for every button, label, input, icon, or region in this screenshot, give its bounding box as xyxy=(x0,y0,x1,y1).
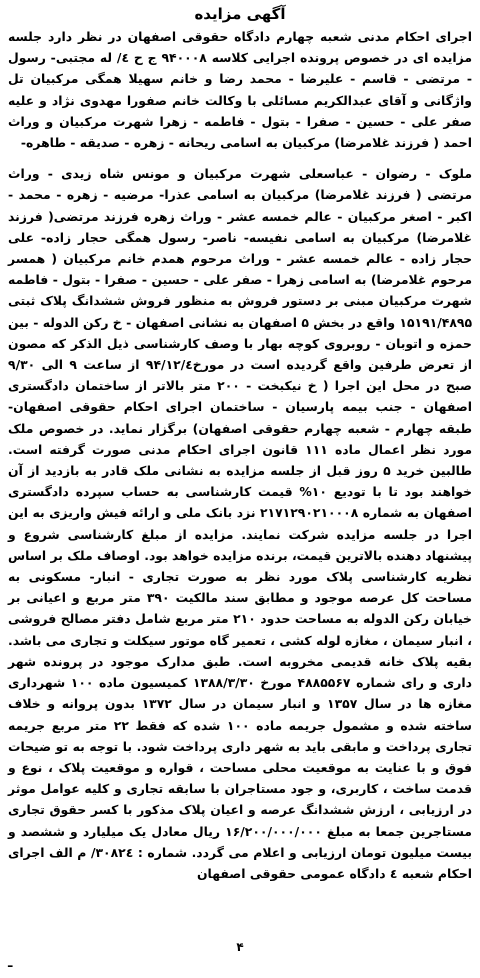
notice-title: آگهی مزایده xyxy=(194,5,286,23)
paragraph-gap xyxy=(8,153,472,163)
page-footer-mark: ۴ xyxy=(236,940,244,954)
notice-paragraph-1: اجرای احکام مدنی شعبه چهارم دادگاه حقوقی اصفهان در نظر دارد جلسه مزایده ای در خصوص پرونده اجرایی کلاسه ۹۴۰۰۰۸ ج ح ٤/ له مجتبی- رسول - مرتضی - قاسم - علیرضا - محمد رضا و خانم سهیلا همگی مرکبیان تل واژگانی و آقای عبدالکریم مسائلی با وکالت خانم صفورا مهدوی نژاد و علیه صفر علی - حسین - صفرا - بتول - فاطمه - زهرا شهرت مرکبیان و وراث احمد ( فرزند غلامرضا) مرکبیان به اسامی ریحانه - زهره - صدیقه - طاهره- xyxy=(8,29,472,151)
edge-dash-mark: ـ xyxy=(8,956,13,971)
notice-paragraph-2: ملوک - رضوان - عباسعلی شهرت مرکبیان و مونس شاه زیدی - وراث مرتضی ( فرزند غلامرضا) مرکبیان به اسامی عذرا- مرضیه - زهره - محمد - اکبر - اصغر مرکبیان - عالم خمسه عشر - وراث زهره فرزند مرتضی( فرزند غلامرضا) مرکبیان به اسامی نفیسه- ناصر- رسول همگی حجار زاده- علی حجار زاده - عالم خمسه عشر - وراث مرحوم همدم خانم مرکبیان ( همسر مرحوم غلامرضا) به اسامی زهرا - صفر علی - حسین - صفرا - بتول - فاطمه شهرت مرکبیان مبنی بر دستور فروش به منظور فروش ششدانگ پلاک ثبتی ۱۵۱۹۱/۴۸۹۵ واقع در بخش ۵ اصفهان به نشانی اصفهان - خ رکن الدوله - بین حمزه و اتوبان - روبروی کوچه بهار با وصف کارشناسی ذیل الذکر که مصون از تعرض طرفین واقع گردیده است در مورخ۹۴/۱۲/٤ از ساعت ۹ الی ۹/۳۰ صبح در محل این اجرا ( خ نیکبخت - ۲۰۰ متر بالاتر از ساختمان دادگستری اصفهان - جنب بیمه پارسیان - ساختمان اجرای احکام حقوقی اصفهان- طبقه چهارم - شعبه چهارم حقوقی اصفهان) برگزار نماید. در خصوص ملک مورد نظر اعمال ماده ۱۱۱ قانون اجرای احکام مدنی صورت گرفته است. طالبین خرید ۵ روز قبل از جلسه مزایده به نشانی ملک قادر به بازدید از آن خواهند بود تا با تودیع ۱۰% قیمت کارشناسی به حساب سپرده دادگستری اصفهان به شماره ۲۱۷۱۲۹۰۲۱۰۰۰۸ نزد بانک ملی و ارائه فیش واریزی به این اجرا در جلسه مزایده شرکت نمایند. مزایده از مبلغ کارشناسی شروع و پیشنهاد دهنده بالاترین قیمت، برنده مزایده خواهد بود. اوصاف ملک بر اساس نظریه کارشناسی پلاک مورد نظر به صورت تجاری - انبار- مسکونی به مساحت کل عرصه موجود و مطابق سند مالکیت ۳۹۰ متر مربع و اعیانی بر خیابان رکن الدوله به مساحت حدود ۲۱۰ متر مربع شامل دفتر مصالح فروشی ، انبار سیمان ، مغازه لوله کشی ، تعمیر گاه موتور سیکلت و تجاری می باشد. بقیه پلاک خانه قدیمی مخروبه است. طبق مدارک موجود در پرونده شهر داری و رای شماره ۴۸۸۵۵۶۷ مورخ ۱۳۸۸/۳/۳۰ کمیسیون ماده ۱۰۰ شهرداری مغازه ها در سال ۱۳۵۷ و انبار سیمان در سال ۱۳۷۲ بدون پروانه و خلاف ساخته شده و مشمول جریمه ماده ۱۰۰ شده که فقط ۲۲ متر مربع جریمه تجاری پرداخت و مابقی باید به شهر داری پرداخت شود. با توجه به تو ضیحات فوق و با عنایت به موقعیت محلی مساحت ، قواره و موقعیت پلاک ، نوع و قدمت ساخت ، کاربری، و جود مستاجران با سابقه تجاری و کلیه عوامل موثر در ارزیابی ، ارزش ششدانگ عرصه و اعیان پلاک مذکور با کسر حقوق تجاری مستاجرین جمعا به مبلغ ۱۶/۲۰۰/۰۰۰/۰۰۰ ریال معادل یک میلیارد و ششصد و بیست میلیون تومان ارزیابی و اعلام می گردد. شماره : ۳۰۸۲٤/ م الف اجرای احکام شعبه ٤ دادگاه عمومی حقوقی اصفهان xyxy=(8,166,473,881)
